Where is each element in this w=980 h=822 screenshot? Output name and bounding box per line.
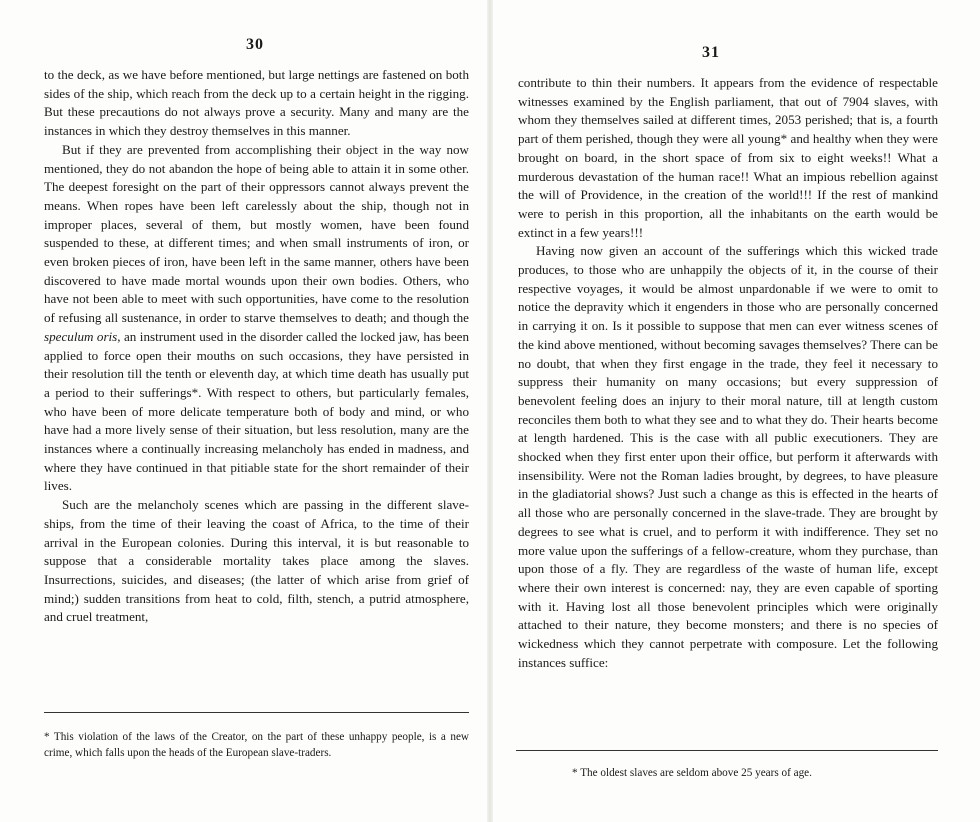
paragraph-part: But if they are prevented from accomplishing their object in the way now mentioned, they do not abandon the hope of being able to attain it in some other. The deepest foresight on the part of their oppressors cannot always prevent the means. When ropes have been left carelessly about the ship, though not in improper places, several of them, but mostly women, have been found suspended to these, at different times; and when small instruments of iron, or even broken pieces of iron, have been left in the same manner, others have been discovered to have made mortal wounds upon their own bodies. Others, who have not been able to meet with such opportunities, have come to the resolution of refusing all sustenance, in order to starve themselves to death; and though the <box>44 141 469 326</box>
page-number-left: 30 <box>246 36 264 53</box>
footnote: * The oldest slaves are seldom above 25 years of age. <box>572 767 812 779</box>
italic-term: speculum oris <box>44 328 118 344</box>
paragraph: Such are the melancholy scenes which are passing in the different slave-ships, from the time of their leaving the coast of Africa, to the time of their arrival in the European colonies. During this interval, it is but reasonable to suppose that a considerable mortality takes place among the slaves. Insurrections, suicides, and diseases; (the latter of which arise from grief of mind;) sudden transitions from heat to cold, filth, stench, a putrid atmosphere, and cruel treatment, <box>44 497 469 625</box>
footnote-rule <box>516 750 938 751</box>
paragraph: Having now given an account of the sufferings which this wicked trade produces, to those who are unhappily the objects of it, in the course of their respective voyages, it would be almost unpardonable if we were to omit to notice the depravity which it engenders in those who are personally concerned in carrying it on. Is it possible to suppose that men can ever witness scenes of the kind above mentioned, without becoming savages themselves? There can be no doubt, that when they first engage in the trade, they feel it necessary to suppress their humanity on many occasions; but every suppression of benevolent feeling does an injury to their moral nature, till at length custom reconciles them both to what they see and to what they do. Their hearts become at length hardened. This is the case with all public executioners. They are shocked when they first enter upon their office, but perform it afterwards with insensibility. Were not the Roman ladies brought, by degrees, to have pleasure in the gladiatorial shows? Just such a change as this is effected in the hearts of all those who are personally concerned in the slave-trade. They are brought by degrees to see what is cruel, and to perform it with indifference. They set no more value upon the sufferings of a fellow-creature, whom they purchase, than upon those of a fly. They are regardless of the waste of human life, except where their own interest is concerned: nay, they are even capable of sporting with it. Having lost all those benevolent principles which were originally attached to their nature, they become monsters; and there is no species of wickedness which they cannot perpetrate with composure. Let the following instances suffice: <box>518 243 938 670</box>
page-number-right: 31 <box>702 44 720 61</box>
footnote: * This violation of the laws of the Creator, on the part of these unhappy people, is a new crime, which falls upon the heads of the European slave-traders. <box>44 731 469 759</box>
right-page-body <box>518 74 938 673</box>
paragraph <box>44 141 469 496</box>
paragraph-part: , an instrument used in the disorder called the locked jaw, has been applied to force open their mouths on such occasions, they have persisted in their resolution till the tenth or eleventh day, at which time death has usually put a period to their sufferings*. With respect to others, but particularly females, who have been of more delicate temperature both of body and mind, or who have had a more lively sense of their situation, but less resolution, many are the instances where a continually increasing melancholy has ended in madness, and where they have continued in that pitiable state for the short remainder of their lives. <box>44 328 469 494</box>
left-page-body <box>44 66 469 627</box>
footnote-rule <box>44 712 469 713</box>
paragraph: to the deck, as we have before mentioned, but large nettings are fastened on both sides of the ship, which reach from the deck up to a certain height in the rigging. But these precautions do not always prove a security. Many and many are the instances in which they destroy themselves in this manner. <box>44 67 469 139</box>
paragraph: contribute to thin their numbers. It appears from the evidence of respectable witnesses examined by the English parliament, that out of 7904 slaves, with whom they themselves sailed at different times, 2053 perished; that is, a fourth part of them perished, though they were all young* and healthy when they were brought on board, in the short space of from six to eight weeks!! What a murderous devastation of the human race!! What an impious rebellion against the will of Providence, in the creation of the world!!! If the rest of mankind were to perish in this proportion, all the inhabitants on the earth would be extinct in a few years!!! <box>518 75 938 240</box>
right-page <box>490 0 980 822</box>
